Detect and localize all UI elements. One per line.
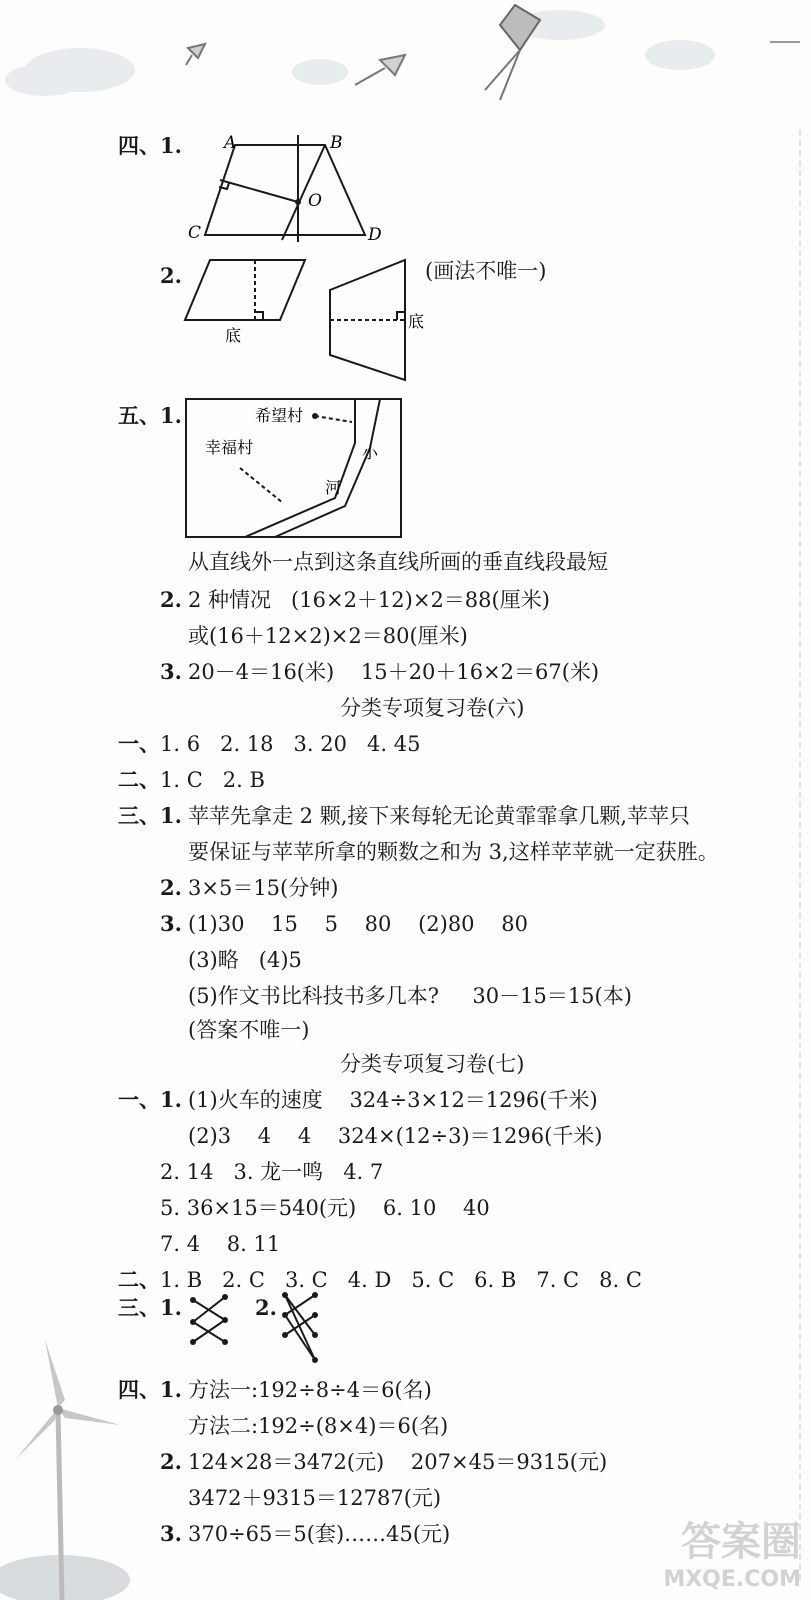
- river-label: 小: [362, 443, 379, 462]
- label-a: A: [224, 133, 237, 153]
- answer-line: 7. 4 8. 11: [160, 1232, 281, 1256]
- answer-line: 要保证与苹苹所拿的颗数之和为 3,这样苹苹就一定获胜。: [188, 840, 719, 864]
- section-label: 一、: [118, 731, 160, 756]
- answer-line: (2)3 4 4 324×(12÷3)＝1296(千米): [188, 1124, 603, 1148]
- question-number: 3.: [160, 659, 182, 684]
- label-b: B: [330, 133, 343, 153]
- kite-icon: [485, 5, 540, 100]
- question-number: 3.: [160, 1521, 182, 1546]
- answer-line: 5. 36×15＝540(元) 6. 10 40: [160, 1196, 490, 1220]
- margin-dash: [799, 130, 801, 1580]
- label-o: O: [308, 191, 322, 211]
- answer-line: (3)略 (4)5: [188, 948, 302, 972]
- village-label: 希望村: [255, 406, 304, 425]
- question-number: 3.: [160, 911, 182, 936]
- quadrilateral-figures: [180, 255, 430, 385]
- answer-line: 124×28＝3472(元) 207×45＝9315(元): [188, 1450, 608, 1474]
- label-c: C: [188, 223, 202, 243]
- matching-figure-1: [185, 1292, 235, 1362]
- answer-line: 或(16＋12×2)×2＝80(厘米): [188, 624, 468, 648]
- section-label-5: 五、1.: [118, 403, 182, 428]
- section-label: 四、1.: [118, 1377, 182, 1402]
- answer-line: (5)作文书比科技书多几本? 30－15＝15(本): [188, 984, 632, 1008]
- watermark: 答案圈 MXQE.COM: [663, 1519, 801, 1592]
- section-label: 三、1.: [118, 803, 182, 828]
- question-number: 2.: [160, 587, 182, 612]
- label-d: D: [368, 225, 382, 245]
- answer-line: 方法二:192÷(8×4)＝6(名): [188, 1414, 449, 1438]
- answer-line: 370÷65＝5(套)……45(元): [188, 1522, 451, 1546]
- section-label: 二、: [118, 767, 160, 792]
- answer-line: 方法一:192÷8÷4＝6(名): [188, 1378, 432, 1402]
- question-number: 2.: [160, 1449, 182, 1474]
- header-decoration: [0, 0, 811, 120]
- question-number: 2.: [160, 875, 182, 900]
- answer-line: 2. 14 3. 龙一鸣 4. 7: [160, 1160, 384, 1184]
- conclusion-text: 从直线外一点到这条直线所画的垂直线段最短: [188, 550, 608, 574]
- section-label-4: 四、1.: [118, 133, 182, 158]
- kite-icon: [186, 44, 205, 65]
- answer-line: (答案不唯一): [188, 1018, 310, 1042]
- section-label: 三、1.: [118, 1295, 182, 1320]
- matching-figure-2: [280, 1290, 325, 1370]
- section-label: 二、: [118, 1267, 160, 1292]
- answer-line: 20－4＝16(米) 15＋20＋16×2＝67(米): [188, 660, 600, 684]
- trapezoid-figure: [180, 130, 410, 245]
- base-label: 底: [408, 312, 425, 331]
- kite-icon: [355, 55, 405, 85]
- paper-title: 分类专项复习卷(六): [340, 696, 525, 720]
- answer-line: 1. 6 2. 18 3. 20 4. 45: [160, 732, 421, 756]
- answer-line: 苹苹先拿走 2 颗,接下来每轮无论黄霏霏拿几颗,苹苹只: [188, 804, 691, 828]
- drawing-note: (画法不唯一): [425, 259, 547, 283]
- answer-line: (1)火车的速度 324÷3×12＝1296(千米): [188, 1088, 598, 1112]
- answer-line: 3×5＝15(分钟): [188, 876, 339, 900]
- answer-line: 1. B 2. C 3. C 4. D 5. C 6. B 7. C 8. C: [160, 1268, 642, 1292]
- question-number: 2.: [255, 1295, 277, 1320]
- river-label: 河: [325, 478, 342, 497]
- village-label: 幸福村: [205, 438, 254, 457]
- answer-line: 2 种情况 (16×2＋12)×2＝88(厘米): [188, 588, 550, 612]
- base-label: 底: [225, 326, 242, 345]
- question-number: 2.: [160, 263, 182, 288]
- answer-line: 3472＋9315＝12787(元): [188, 1486, 442, 1510]
- windmill-icon: [0, 1330, 140, 1600]
- answer-line: 1. C 2. B: [160, 768, 265, 792]
- answer-line: (1)30 15 5 80 (2)80 80: [188, 912, 528, 936]
- river-map: [185, 398, 405, 540]
- section-label: 一、1.: [118, 1087, 182, 1112]
- paper-title: 分类专项复习卷(七): [340, 1052, 525, 1076]
